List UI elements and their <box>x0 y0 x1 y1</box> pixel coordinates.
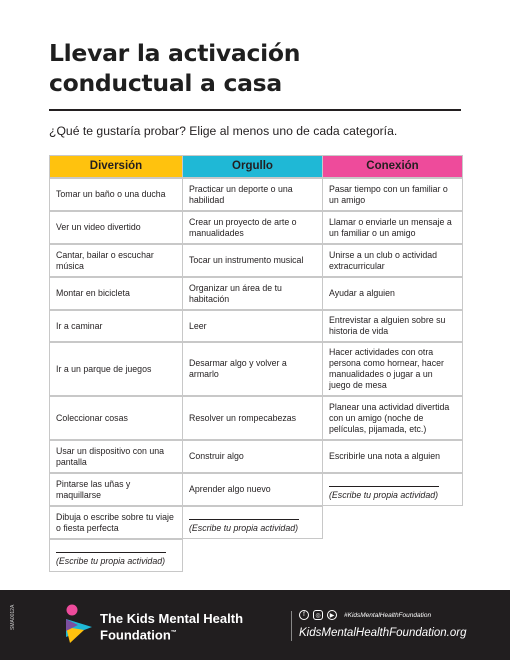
write-in-line[interactable] <box>56 544 166 553</box>
activity-cell: Tomar un baño o una ducha <box>49 178 183 211</box>
activity-cell: Entrevistar a alguien sobre su historia de vida <box>322 310 463 342</box>
title-line-2: conductual a casa <box>49 69 282 97</box>
brand-line-2-text: Foundation <box>100 627 171 643</box>
social-links <box>299 610 431 620</box>
activity-cell: Pasar tiempo con un familiar o un amigo <box>322 178 463 211</box>
own-activity-label: (Escribe tu propia actividad) <box>56 556 166 566</box>
own-activity-cell <box>182 506 323 539</box>
foundation-logo-icon <box>62 603 96 645</box>
own-activity-cell <box>322 473 463 506</box>
activity-cell: Construir algo <box>182 440 323 473</box>
activity-cell: Resolver un rompecabezas <box>182 396 323 440</box>
write-in-line[interactable] <box>329 478 439 487</box>
page-title <box>49 38 469 98</box>
brand-line-1: The Kids Mental Health <box>100 611 244 626</box>
header-diversion: Diversión <box>49 155 183 178</box>
activity-cell: Hacer actividades con otra persona como hornear, hacer manualidades o jugar a un juego de mesa <box>322 342 463 396</box>
brand-line-2 <box>100 626 243 642</box>
hashtag: #KidsMentalHealthFoundation <box>344 611 432 619</box>
activity-cell: Practicar un deporte o una habilidad <box>182 178 323 211</box>
activity-cell: Escribirle una nota a alguien <box>322 440 463 473</box>
activity-cell: Leer <box>182 310 323 342</box>
facebook-icon[interactable]: f <box>299 610 309 620</box>
activity-cell: Dibuja o escribe sobre tu viaje o fiesta perfecta <box>49 506 183 539</box>
activity-cell: Cantar, bailar o escuchar música <box>49 244 183 277</box>
activity-cell: Coleccionar cosas <box>49 396 183 440</box>
write-in-line[interactable] <box>189 511 299 520</box>
youtube-icon[interactable]: ▶ <box>327 610 337 620</box>
instagram-icon[interactable]: ◎ <box>313 610 323 620</box>
own-activity-cell <box>49 539 183 572</box>
activity-cell: Montar en bicicleta <box>49 277 183 310</box>
activity-cell: Ir a un parque de juegos <box>49 342 183 396</box>
footer <box>0 590 510 660</box>
title-divider <box>49 109 461 111</box>
activity-cell: Ver un video divertido <box>49 211 183 244</box>
activity-cell: Unirse a un club o actividad extracurricular <box>322 244 463 277</box>
own-activity-label: (Escribe tu propia actividad) <box>189 523 299 533</box>
document-code: SMA0012A <box>10 604 16 630</box>
header-orgullo: Orgullo <box>182 155 323 178</box>
website-link[interactable]: KidsMentalHealthFoundation.org <box>299 627 467 639</box>
activity-cell: Tocar un instrumento musical <box>182 244 323 277</box>
activity-cell: Planear una actividad divertida con un amigo (noche de películas, pijamada, etc.) <box>322 396 463 440</box>
activity-cell: Crear un proyecto de arte o manualidades <box>182 211 323 244</box>
activity-cell: Aprender algo nuevo <box>182 473 323 506</box>
activity-cell: Desarmar algo y volver a armarlo <box>182 342 323 396</box>
own-activity-label: (Escribe tu propia actividad) <box>329 490 439 500</box>
trademark: ™ <box>170 630 177 636</box>
activity-cell: Organizar un área de tu habitación <box>182 277 323 310</box>
activity-cell: Ayudar a alguien <box>322 277 463 310</box>
title-line-1: Llevar la activación <box>49 39 301 67</box>
activity-cell: Llamar o enviarle un mensaje a un familiar o un amigo <box>322 211 463 244</box>
header-conexion: Conexión <box>322 155 463 178</box>
instructions-text: ¿Qué te gustaría probar? Elige al menos uno de cada categoría. <box>49 124 398 138</box>
brand-name <box>100 611 243 642</box>
activity-cell: Usar un dispositivo con una pantalla <box>49 440 183 473</box>
activity-cell: Ir a caminar <box>49 310 183 342</box>
footer-divider <box>291 611 292 641</box>
activity-cell: Pintarse las uñas y maquillarse <box>49 473 183 506</box>
